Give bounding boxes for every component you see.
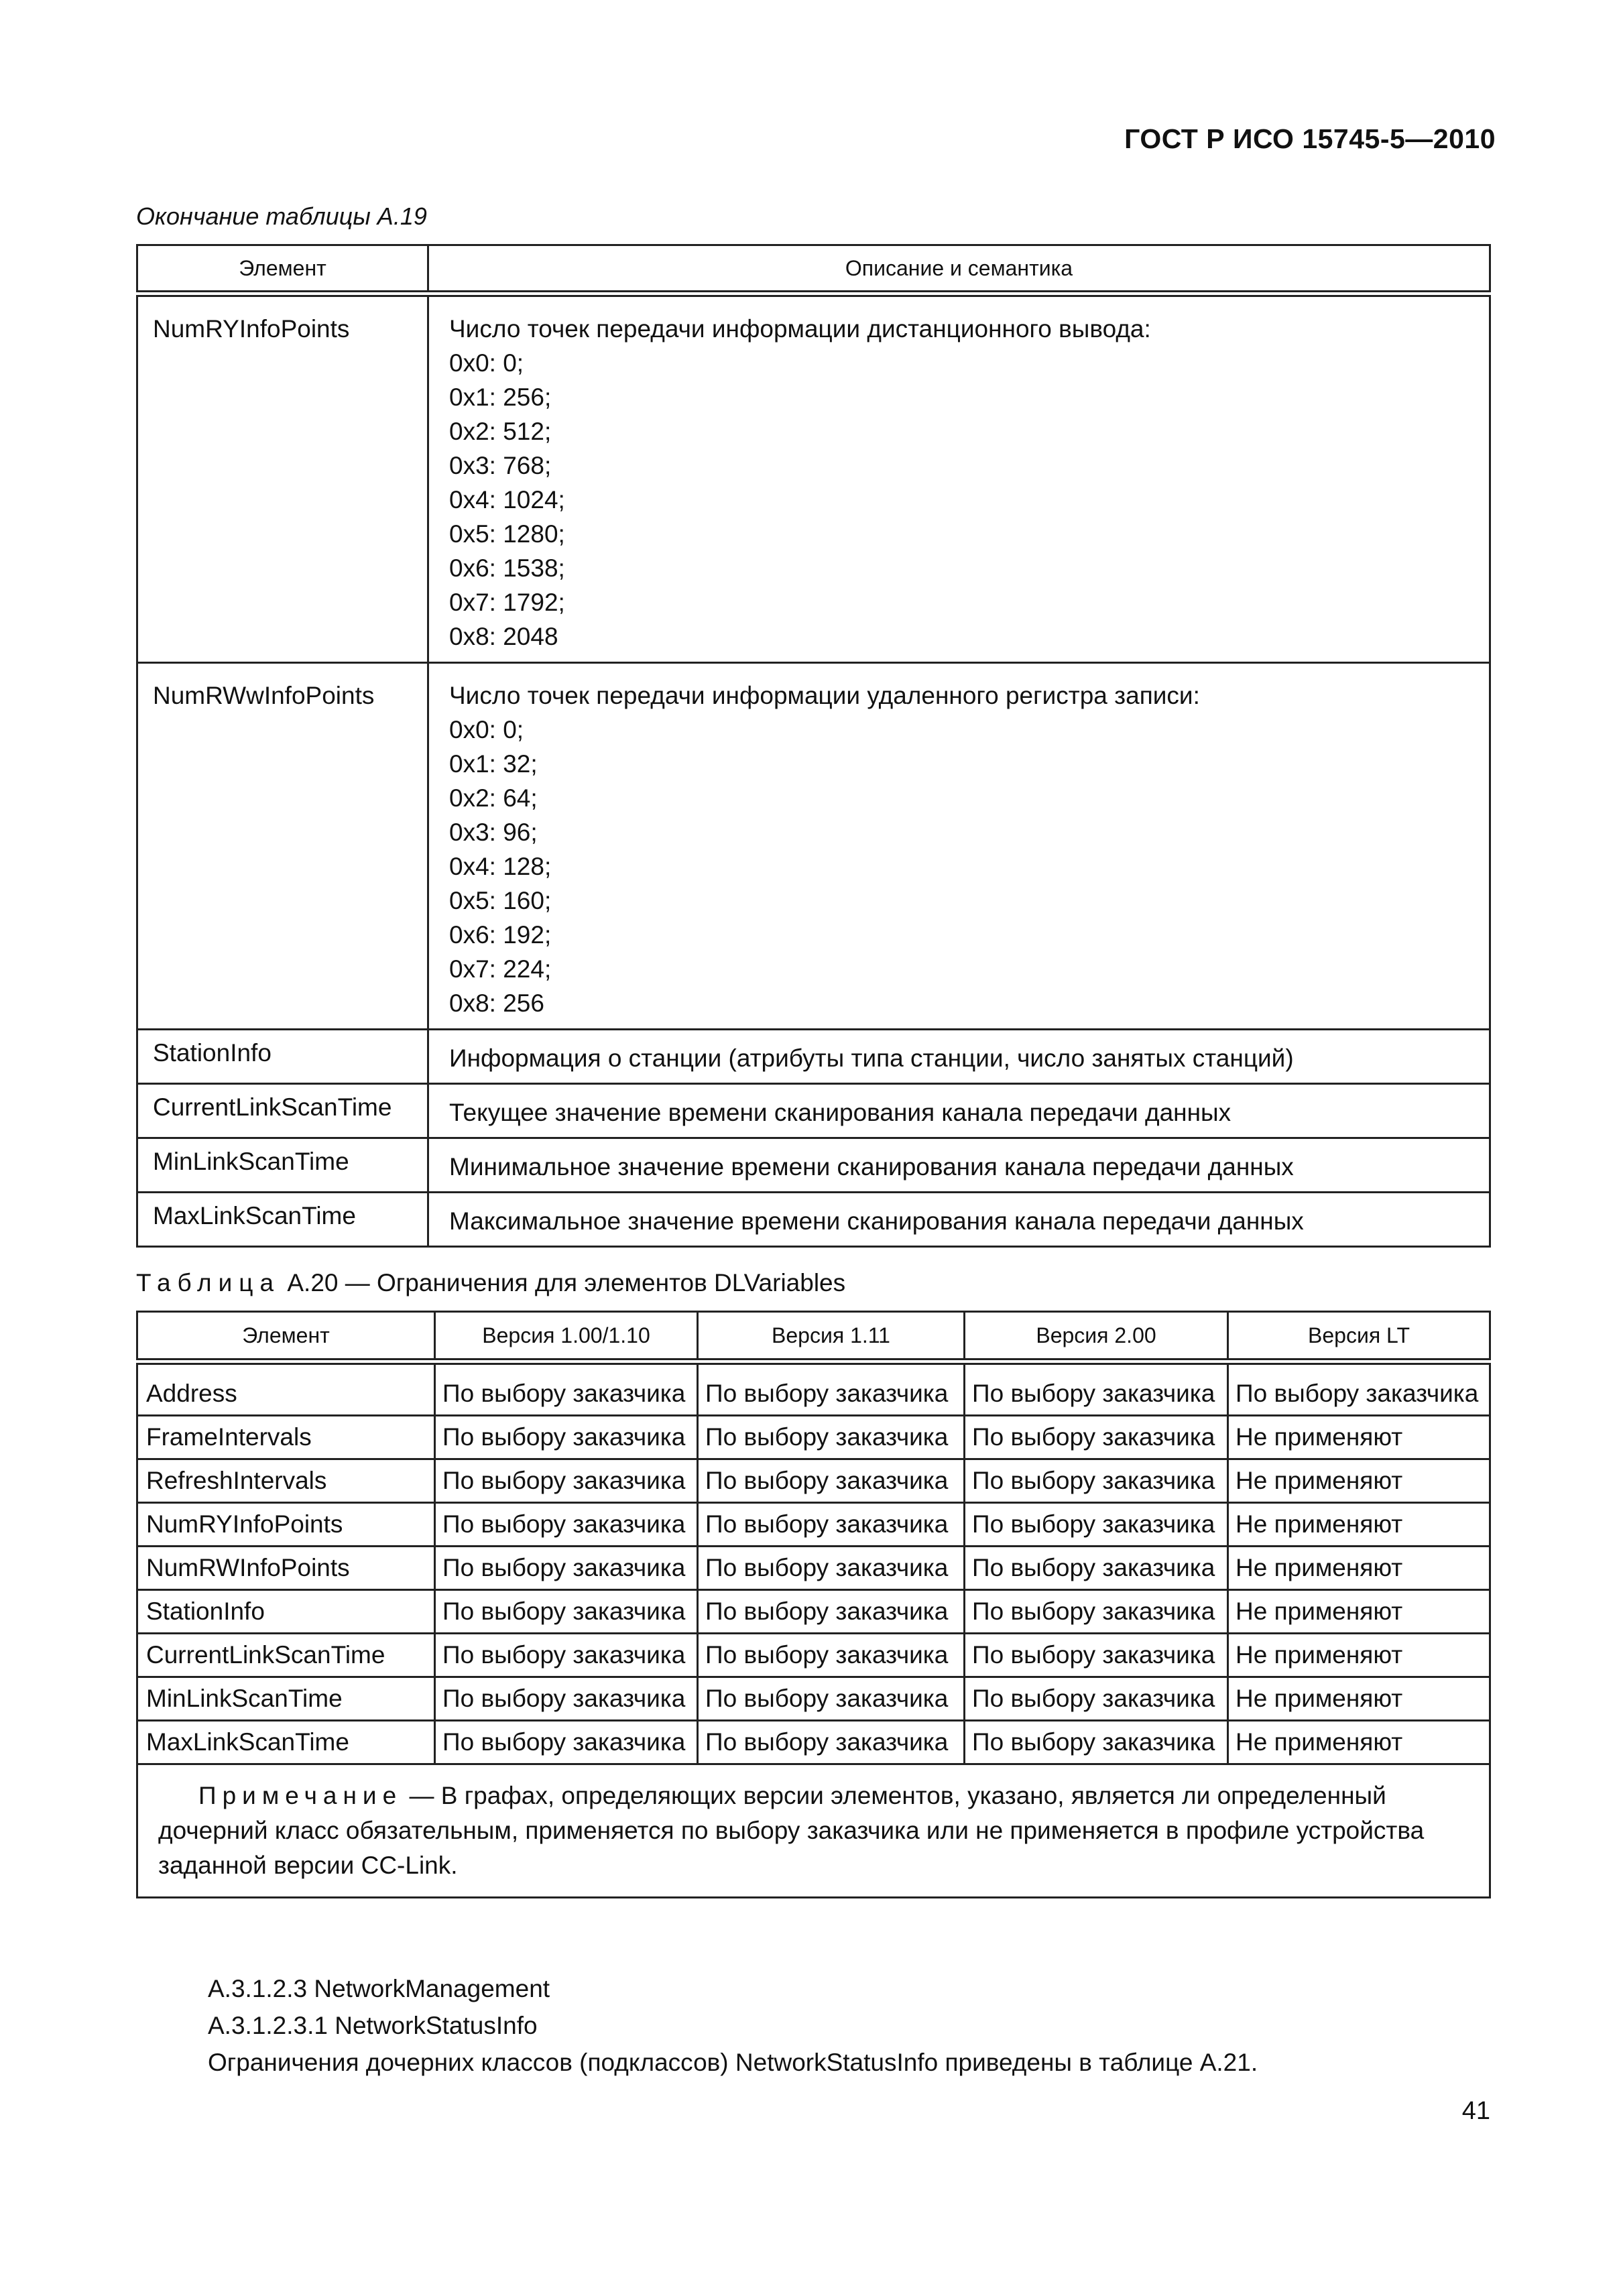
version-cell: По выбору заказчика	[965, 1459, 1228, 1503]
value-line: 0x1: 32;	[449, 750, 538, 778]
version-cell: По выбору заказчика	[698, 1416, 965, 1459]
value-line: 0x0: 0;	[449, 716, 524, 743]
table-row	[137, 1677, 1490, 1721]
version-cell: Не применяют	[1228, 1721, 1490, 1764]
version-cell: Не применяют	[1228, 1416, 1490, 1459]
table-a19	[136, 244, 1491, 1248]
column-header-description: Описание и семантика	[428, 245, 1490, 294]
table-row	[137, 1634, 1490, 1677]
column-header-element: Элемент	[137, 1312, 435, 1362]
version-cell: По выбору заказчика	[698, 1362, 965, 1416]
version-cell: По выбору заказчика	[965, 1634, 1228, 1677]
element-name: FrameIntervals	[137, 1416, 435, 1459]
value-line: 0x3: 96;	[449, 819, 538, 846]
section-heading-network-management: A.3.1.2.3 NetworkManagement	[208, 1975, 550, 2002]
table-a19-continuation-caption: Окончание таблицы А.19	[136, 202, 427, 230]
column-header-version-1-11: Версия 1.11	[698, 1312, 965, 1362]
column-header-element: Элемент	[137, 245, 428, 294]
element-description	[428, 294, 1490, 663]
version-cell: Не применяют	[1228, 1547, 1490, 1590]
version-cell: По выбору заказчика	[698, 1459, 965, 1503]
description-title: Число точек передачи информации дистанционного вывода:	[449, 315, 1151, 343]
version-cell: По выбору заказчика	[435, 1721, 698, 1764]
value-line: 0x8: 256	[449, 989, 544, 1017]
value-line: 0x4: 128;	[449, 853, 552, 880]
element-description: Текущее значение времени сканирования канала передачи данных	[428, 1084, 1490, 1138]
value-line: 0x6: 192;	[449, 921, 552, 949]
table-note	[137, 1764, 1490, 1898]
section-heading-network-status-info: A.3.1.2.3.1 NetworkStatusInfo	[208, 2012, 538, 2039]
section-paragraph: Ограничения дочерних классов (подклассов) NetworkStatusInfo приведены в таблице А.21.	[208, 2049, 1258, 2076]
table-row	[137, 1362, 1490, 1416]
version-cell: По выбору заказчика	[965, 1677, 1228, 1721]
table-row	[137, 1547, 1490, 1590]
value-line: 0x8: 2048	[449, 623, 558, 650]
element-description	[428, 663, 1490, 1030]
column-header-version-1-00-1-10: Версия 1.00/1.10	[435, 1312, 698, 1362]
element-name: Address	[137, 1362, 435, 1416]
element-name: CurrentLinkScanTime	[137, 1634, 435, 1677]
note-label: Примечание	[198, 1782, 403, 1809]
version-cell: По выбору заказчика	[965, 1547, 1228, 1590]
table-note-row	[137, 1764, 1490, 1898]
table-row	[137, 294, 1490, 663]
value-line: 0x3: 768;	[449, 452, 552, 479]
table-row	[137, 1030, 1490, 1084]
version-cell: По выбору заказчика	[435, 1677, 698, 1721]
value-line: 0x5: 1280;	[449, 520, 565, 548]
value-line: 0x4: 1024;	[449, 486, 565, 513]
table-caption-title: А.20 — Ограничения для элементов DLVariables	[280, 1269, 846, 1296]
version-cell: Не применяют	[1228, 1590, 1490, 1634]
version-cell: По выбору заказчика	[698, 1634, 965, 1677]
version-cell: По выбору заказчика	[965, 1416, 1228, 1459]
element-name: MaxLinkScanTime	[137, 1193, 428, 1247]
page-number: 41	[1461, 2097, 1490, 2125]
element-description: Максимальное значение времени сканирования канала передачи данных	[428, 1193, 1490, 1247]
element-name: StationInfo	[137, 1590, 435, 1634]
table-a20	[136, 1311, 1491, 1898]
element-name: CurrentLinkScanTime	[137, 1084, 428, 1138]
version-cell: По выбору заказчика	[698, 1721, 965, 1764]
version-cell: Не применяют	[1228, 1677, 1490, 1721]
table-row	[137, 1193, 1490, 1247]
table-row	[137, 1590, 1490, 1634]
version-cell: По выбору заказчика	[698, 1547, 965, 1590]
value-line: 0x2: 64;	[449, 784, 538, 812]
value-line: 0x7: 224;	[449, 955, 552, 983]
element-description: Минимальное значение времени сканирования канала передачи данных	[428, 1138, 1490, 1193]
version-cell: По выбору заказчика	[435, 1590, 698, 1634]
element-name: MaxLinkScanTime	[137, 1721, 435, 1764]
version-cell: По выбору заказчика	[698, 1503, 965, 1547]
element-name: MinLinkScanTime	[137, 1677, 435, 1721]
column-header-version-lt: Версия LT	[1228, 1312, 1490, 1362]
version-cell: По выбору заказчика	[698, 1590, 965, 1634]
element-name: MinLinkScanTime	[137, 1138, 428, 1193]
value-line: 0x7: 1792;	[449, 589, 565, 616]
value-line: 0x1: 256;	[449, 383, 552, 411]
table-row	[137, 663, 1490, 1030]
table-row	[137, 1503, 1490, 1547]
version-cell: По выбору заказчика	[435, 1503, 698, 1547]
value-line: 0x2: 512;	[449, 418, 552, 445]
table-row	[137, 1084, 1490, 1138]
version-cell: По выбору заказчика	[435, 1416, 698, 1459]
version-cell: По выбору заказчика	[435, 1459, 698, 1503]
value-line: 0x0: 0;	[449, 349, 524, 377]
element-name: StationInfo	[137, 1030, 428, 1084]
version-cell: По выбору заказчика	[965, 1590, 1228, 1634]
version-cell: По выбору заказчика	[435, 1634, 698, 1677]
version-cell: По выбору заказчика	[698, 1677, 965, 1721]
document-code: ГОСТ Р ИСО 15745-5—2010	[1124, 123, 1496, 154]
table-row	[137, 1721, 1490, 1764]
table-a20-caption	[136, 1269, 845, 1297]
version-cell: По выбору заказчика	[435, 1547, 698, 1590]
version-cell: Не применяют	[1228, 1503, 1490, 1547]
element-name: NumRWwInfoPoints	[137, 663, 428, 1030]
note-text: — В графах, определяющих версии элементов, указано, является ли определенный дочерний класс обязательным, применяется по выбору заказчика или не применяется в профиле устройства заданной версии CC-Link.	[158, 1782, 1425, 1879]
value-line: 0x5: 160;	[449, 887, 552, 914]
element-name: NumRYInfoPoints	[137, 294, 428, 663]
version-cell: Не применяют	[1228, 1459, 1490, 1503]
table-row	[137, 1138, 1490, 1193]
column-header-version-2-00: Версия 2.00	[965, 1312, 1228, 1362]
element-description: Информация о станции (атрибуты типа станции, число занятых станций)	[428, 1030, 1490, 1084]
version-cell: Не применяют	[1228, 1634, 1490, 1677]
version-cell: По выбору заказчика	[435, 1362, 698, 1416]
table-row	[137, 1416, 1490, 1459]
version-cell: По выбору заказчика	[965, 1362, 1228, 1416]
table-row	[137, 1459, 1490, 1503]
value-line: 0x6: 1538;	[449, 554, 565, 582]
element-name: NumRYInfoPoints	[137, 1503, 435, 1547]
version-cell: По выбору заказчика	[1228, 1362, 1490, 1416]
table-caption-label: Таблица	[136, 1269, 281, 1296]
version-cell: По выбору заказчика	[965, 1721, 1228, 1764]
element-name: NumRWInfoPoints	[137, 1547, 435, 1590]
element-name: RefreshIntervals	[137, 1459, 435, 1503]
version-cell: По выбору заказчика	[965, 1503, 1228, 1547]
description-title: Число точек передачи информации удаленного регистра записи:	[449, 682, 1200, 709]
